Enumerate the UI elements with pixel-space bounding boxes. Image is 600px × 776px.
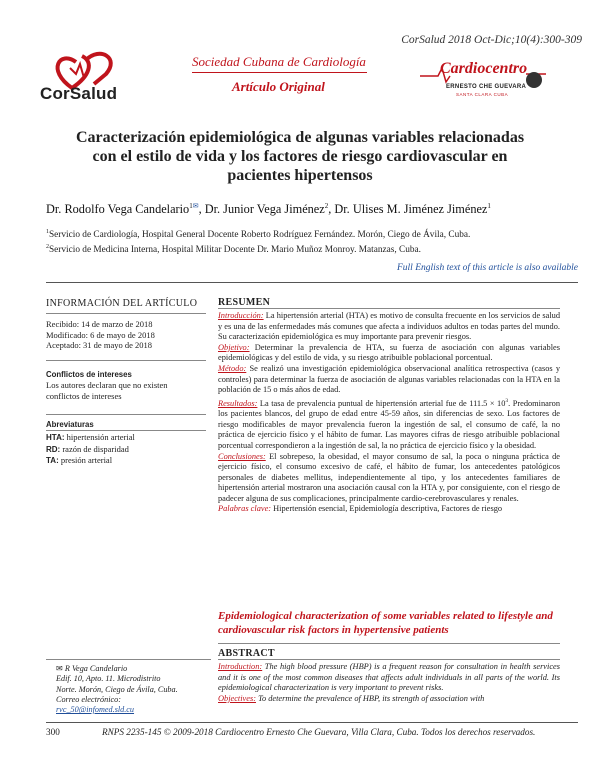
- society-name: Sociedad Cubana de Cardiología: [192, 54, 366, 69]
- resultados-label: Resultados:: [218, 398, 258, 408]
- resultados-exponent: 3: [505, 397, 509, 404]
- abstract-divider: [218, 659, 560, 660]
- english-title: Epidemiological characterization of some variables related to lifestyle and cardiovascular risk factors in hypertensive patients: [218, 610, 553, 636]
- abstract-introduction: [218, 662, 560, 694]
- article-dates: [46, 319, 211, 351]
- author-3: , Dr. Ulises M. Jiménez Jiménez: [328, 202, 488, 217]
- abstract-objectives: [218, 694, 560, 705]
- abstract-body: [218, 662, 560, 719]
- abbreviation-item: [46, 444, 211, 456]
- affiliation-1: [46, 227, 470, 242]
- introduccion-label: Introducción:: [218, 311, 264, 320]
- society-divider: [192, 72, 367, 73]
- correspondence-email[interactable]: rvc_50@infomed.sld.cu: [56, 705, 135, 715]
- abbreviations-heading: Abreviaturas: [46, 420, 94, 429]
- metodo-label: Método:: [218, 363, 247, 373]
- palabras-clave-label: Palabras clave:: [218, 504, 272, 514]
- article-info-divider: [46, 313, 206, 314]
- objectives-label: Objectives:: [218, 693, 256, 703]
- metodo-text: Se realizó una investigación epidemiológica observacional analítica retrospectiva (casos y controles) para determinar la fuerza de asociación de algunas variables relacionadas con la HTA en la población de 15 o más años de edad.: [218, 363, 560, 395]
- header-divider: [46, 282, 578, 283]
- introduction-text: The high blood pressure (HBP) is a frequent reason for consultation in health services and it is one of the most common diseases that affects adult individuals in all parts of the world. Its epidemiological characterization is very important to prevent risks.: [218, 662, 560, 692]
- correspondence-name-line: [56, 664, 206, 674]
- article-title: Caracterización epidemiológica de algunas variables relacionadas con el estilo de vida y los factores de riesgo cardiovascular en pacientes hipertensos: [75, 129, 525, 184]
- author-2: , Dr. Junior Vega Jiménez: [198, 202, 325, 217]
- resumen-conclusiones: [218, 452, 560, 505]
- author-2-affil: 2: [324, 202, 329, 210]
- abstract-heading: ABSTRACT: [218, 648, 275, 659]
- footer-copyright: RNPS 2235-145 © 2009-2018 Cardiocentro Ernesto Che Guevara, Villa Clara, Cuba. Todos los derechos reservados.: [102, 727, 536, 737]
- mail-icon: ✉: [56, 664, 63, 673]
- affiliation-2-text: Servicio de Medicina Interna, Hospital Militar Docente Dr. Mario Muñoz Monroy. Matanzas, Cuba.: [49, 244, 421, 255]
- affiliation-1-number: 1: [46, 229, 49, 235]
- author-1-affil: 1: [189, 202, 193, 210]
- author-3-affil: 1: [487, 202, 491, 210]
- author-1: Dr. Rodolfo Vega Candelario: [46, 202, 190, 217]
- abbreviations-list: [46, 432, 211, 467]
- corsalud-logo-text: CorSalud: [40, 84, 118, 103]
- footer-divider: [46, 722, 578, 723]
- palabras-clave-text: Hipertensión esencial, Epidemiología descriptiva, Factores de riesgo: [271, 504, 503, 514]
- authors-line: [46, 202, 491, 217]
- resultados-text-a: La tasa de prevalencia puntual de hipertensión arterial fue de 111.5 × 10: [257, 398, 506, 408]
- resumen-introduccion: [218, 311, 560, 343]
- journal-reference: CorSalud 2018 Oct-Dic;10(4):300-309: [401, 34, 582, 46]
- affiliation-2-number: 2: [46, 243, 49, 250]
- article-info-heading: INFORMACIÓN DEL ARTÍCULO: [46, 298, 198, 309]
- cardiocentro-logo-location: SANTA CLARA CUBA: [456, 92, 509, 97]
- introduccion-text: La hipertensión arterial (HTA) es motivo de consulta frecuente en los servicios de salud y es una de las enfermedades más comunes que afecta a individuos adultos en todas partes del mundo. Su caracterización epidemiológica es muy importante para prevenir riesgos.: [218, 311, 560, 342]
- correspondence-address-1: Edif. 10, Apto. 11. Microdistrito: [56, 674, 161, 684]
- correspondence-address-2: Norte. Morón, Ciego de Ávila, Cuba.: [56, 684, 178, 694]
- affiliation-1-text: Servicio de Cardiología, Hospital General Docente Roberto Rodríguez Fernández. Morón, Ciego de Ávila, Cuba.: [49, 230, 471, 241]
- resumen-resultados: [218, 396, 560, 452]
- correspondence-block: [56, 664, 206, 715]
- abbreviation-value: hipertensión arterial: [66, 432, 135, 442]
- conclusiones-label: Conclusiones:: [218, 451, 266, 461]
- dates-divider: [46, 360, 206, 361]
- resumen-metodo: [218, 364, 560, 396]
- accepted-date: Aceptado: 31 de mayo de 2018: [46, 340, 152, 350]
- abbreviation-value: presión arterial: [60, 455, 113, 465]
- conflicts-divider: [46, 414, 206, 415]
- introduction-label: Introduction:: [218, 662, 263, 671]
- abbreviation-key: RD:: [46, 444, 61, 454]
- abbreviation-item: [46, 455, 211, 467]
- abbreviations-divider: [46, 430, 206, 431]
- resumen-heading: RESUMEN: [218, 297, 271, 308]
- article-type: Artículo Original: [232, 79, 325, 94]
- cardiocentro-logo-text: Cardiocentro: [440, 60, 528, 77]
- objectives-text: To determine the prevalence of HBP, its strength of association with: [256, 693, 485, 703]
- abbreviation-item: [46, 432, 211, 444]
- page-number: 300: [46, 727, 60, 737]
- resumen-body: [218, 311, 560, 515]
- conflicts-heading: Conflictos de intereses: [46, 370, 132, 379]
- abbreviation-value: razón de disparidad: [62, 443, 129, 454]
- abbreviation-key: TA:: [46, 456, 59, 465]
- correspondence-email-label: Correo electrónico:: [56, 694, 121, 704]
- resultados-text-b: . Predominaron los pacientes blancos, del grupo de edad entre 45-59 años, sin diferencias de sexo. Los factores de riesgo modificables de mayor prevalencia fueron la ingestión de sal, el consumo de café, la no práctica de ejercicio físico y el hábito de fumar. Las mayores cifras de riesgo atribuible poblacional porcentual correspondieron a la ingestión de sal, la no práctica de ejercicio físico y la obesidad.: [218, 398, 560, 450]
- received-date: Recibido: 14 de marzo de 2018: [46, 319, 153, 329]
- affiliation-2: [46, 242, 470, 257]
- resumen-objetivo: [218, 343, 560, 364]
- conclusiones-text: El sobrepeso, la obesidad, el mayor consumo de sal, la poca o ninguna práctica de ejercicio físico, el consumo excesivo de café, el hábito de fumar, los antecedentes patológicos personales de diabetes mellitus, independientemente al tipo, y los antecedentes familiares de hipertensión arterial mostraron una asociación causal con la HTA y, por consiguiente, con el riesgo de padecer alguna de sus complicaciones, principalmente cardio-cerebrovasculares y renales.: [218, 451, 560, 503]
- cardiocentro-logo: [418, 56, 548, 106]
- correspondence-divider: [46, 659, 211, 660]
- resumen-palabras-clave: [218, 504, 560, 515]
- resumen-divider: [218, 308, 560, 309]
- mail-icon[interactable]: ✉: [192, 202, 199, 210]
- correspondence-name: R Vega Candelario: [62, 664, 128, 673]
- cardiocentro-logo-subtitle: ERNESTO CHE GUEVARA: [446, 84, 527, 90]
- english-title-divider: [218, 643, 560, 644]
- objetivo-label: Objetivo:: [218, 342, 250, 352]
- abbreviation-key: HTA:: [46, 433, 65, 442]
- objetivo-text: Determinar la prevalencia de HTA, su fuerza de asociación con algunas variables epidemiológicas y del estilo de vida, y su riesgo atribuible poblacional porcentual.: [218, 342, 560, 363]
- affiliations: [46, 227, 470, 256]
- conflicts-text: Los autores declaran que no existen conflictos de intereses: [46, 380, 168, 401]
- modified-date: Modificado: 6 de mayo de 2018: [46, 329, 155, 340]
- full-english-link[interactable]: Full English text of this article is also available: [396, 263, 578, 273]
